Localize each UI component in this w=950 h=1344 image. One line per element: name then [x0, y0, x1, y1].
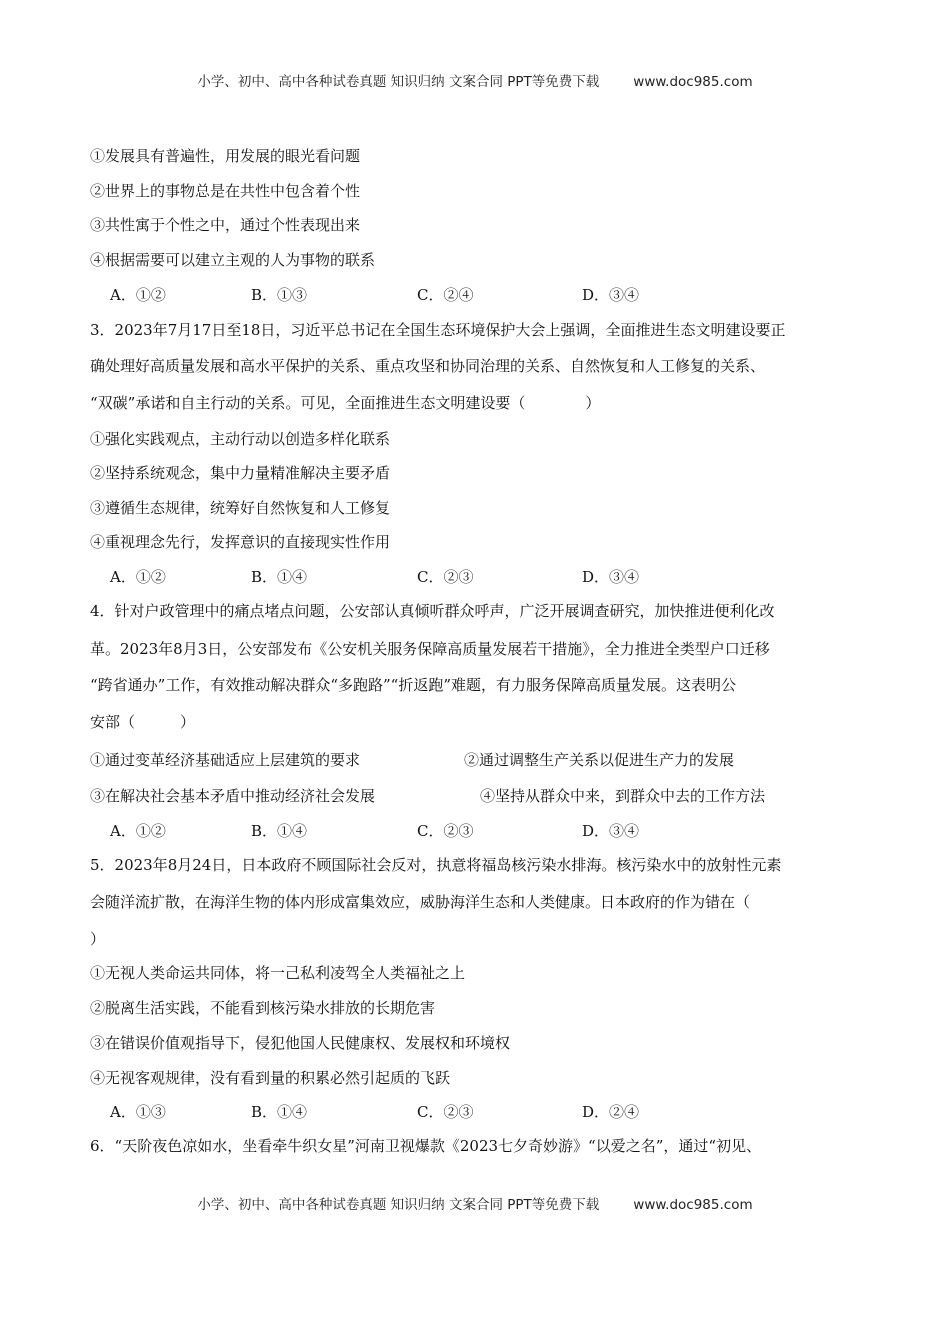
q2-option-c: C．②④	[417, 286, 474, 304]
q3-item-3: ③遵循生态规律，统筹好自然恢复和人工修复	[90, 499, 391, 517]
footer-url[interactable]: www.doc985.com	[633, 1197, 753, 1213]
page-footer	[0, 1193, 950, 1213]
q5-option-a: A．①③	[110, 1103, 166, 1121]
q5-option-c: C．②③	[417, 1103, 474, 1121]
page-header	[0, 70, 950, 90]
q4-option-d: D．③④	[582, 822, 640, 840]
q4-item-4: ④坚持从群众中来，到群众中去的工作方法	[480, 787, 766, 805]
q5-stem-line-3: ）	[90, 930, 106, 948]
q2-option-b: B．①③	[251, 286, 308, 304]
q2-item-4: ④根据需要可以建立主观的人为事物的联系	[90, 251, 376, 269]
header-url[interactable]: www.doc985.com	[633, 74, 753, 90]
q4-stem-line-4: 安部（ ）	[90, 713, 196, 731]
q6-stem-line-1: 6．“天阶夜色凉如水，坐看牵牛织女星”河南卫视爆款《2023七夕奇妙游》“以爱之名”，通过“初见、	[90, 1137, 762, 1155]
q5-option-d: D．②④	[582, 1103, 640, 1121]
q4-stem-line-2: 革。2023年8月3日，公安部发布《公安机关服务保障高质量发展若干措施》，全力推进全类型户口迁移	[90, 640, 770, 658]
footer-text: 小学、初中、高中各种试卷真题 知识归纳 文案合同 PPT等免费下载	[197, 1197, 600, 1213]
header-text: 小学、初中、高中各种试卷真题 知识归纳 文案合同 PPT等免费下载	[197, 74, 600, 90]
q3-option-a: A．①②	[110, 568, 166, 586]
q5-item-3: ③在错误价值观指导下，侵犯他国人民健康权、发展权和环境权	[90, 1034, 511, 1052]
q3-option-b: B．①④	[251, 568, 308, 586]
q5-item-4: ④无视客观规律，没有看到量的积累必然引起质的飞跃	[90, 1069, 451, 1087]
q3-option-c: C．②③	[417, 568, 474, 586]
q2-item-3: ③共性寓于个性之中，通过个性表现出来	[90, 216, 361, 234]
q4-item-2: ②通过调整生产关系以促进生产力的发展	[464, 751, 735, 769]
q5-item-1: ①无视人类命运共同体，将一己私利凌驾全人类福祉之上	[90, 964, 466, 982]
q3-stem-line-1: 3．2023年7月17日至18日，习近平总书记在全国生态环境保护大会上强调，全面推进生态文明建设要正	[90, 321, 786, 339]
q5-stem-line-1: 5．2023年8月24日，日本政府不顾国际社会反对，执意将福岛核污染水排海。核污染水中的放射性元素	[90, 856, 782, 874]
q3-stem-line-2: 确处理好高质量发展和高水平保护的关系、重点攻坚和协同治理的关系、自然恢复和人工修复的关系、	[90, 357, 766, 375]
q5-item-2: ②脱离生活实践，不能看到核污染水排放的长期危害	[90, 999, 436, 1017]
q3-item-4: ④重视理念先行，发挥意识的直接现实性作用	[90, 533, 391, 551]
q4-option-b: B．①④	[251, 822, 308, 840]
q4-stem-line-1: 4．针对户政管理中的痛点堵点问题，公安部认真倾听群众呼声，广泛开展调查研究，加快推进便利化改	[90, 602, 775, 620]
q4-option-a: A．①②	[110, 822, 166, 840]
q5-stem-line-2: 会随洋流扩散，在海洋生物的体内形成富集效应，威胁海洋生态和人类健康。日本政府的作为错在（	[90, 893, 751, 911]
q2-item-1: ①发展具有普遍性，用发展的眼光看问题	[90, 147, 361, 165]
q4-item-3: ③在解决社会基本矛盾中推动经济社会发展	[90, 787, 376, 805]
q5-option-b: B．①④	[251, 1103, 308, 1121]
q3-option-d: D．③④	[582, 568, 640, 586]
q3-item-1: ①强化实践观点，主动行动以创造多样化联系	[90, 430, 391, 448]
q2-option-d: D．③④	[582, 286, 640, 304]
q4-item-1: ①通过变革经济基础适应上层建筑的要求	[90, 751, 361, 769]
q4-option-c: C．②③	[417, 822, 474, 840]
q2-option-a: A．①②	[110, 286, 166, 304]
q2-item-2: ②世界上的事物总是在共性中包含着个性	[90, 182, 361, 200]
q3-stem-line-3: “双碳”承诺和自主行动的关系。可见，全面推进生态文明建设要（ ）	[90, 394, 601, 412]
q4-stem-line-3: “跨省通办”工作，有效推动解决群众“多跑路”“折返跑”难题，有力服务保障高质量发展。这表明公	[90, 676, 737, 694]
q3-item-2: ②坚持系统观念，集中力量精准解决主要矛盾	[90, 464, 391, 482]
